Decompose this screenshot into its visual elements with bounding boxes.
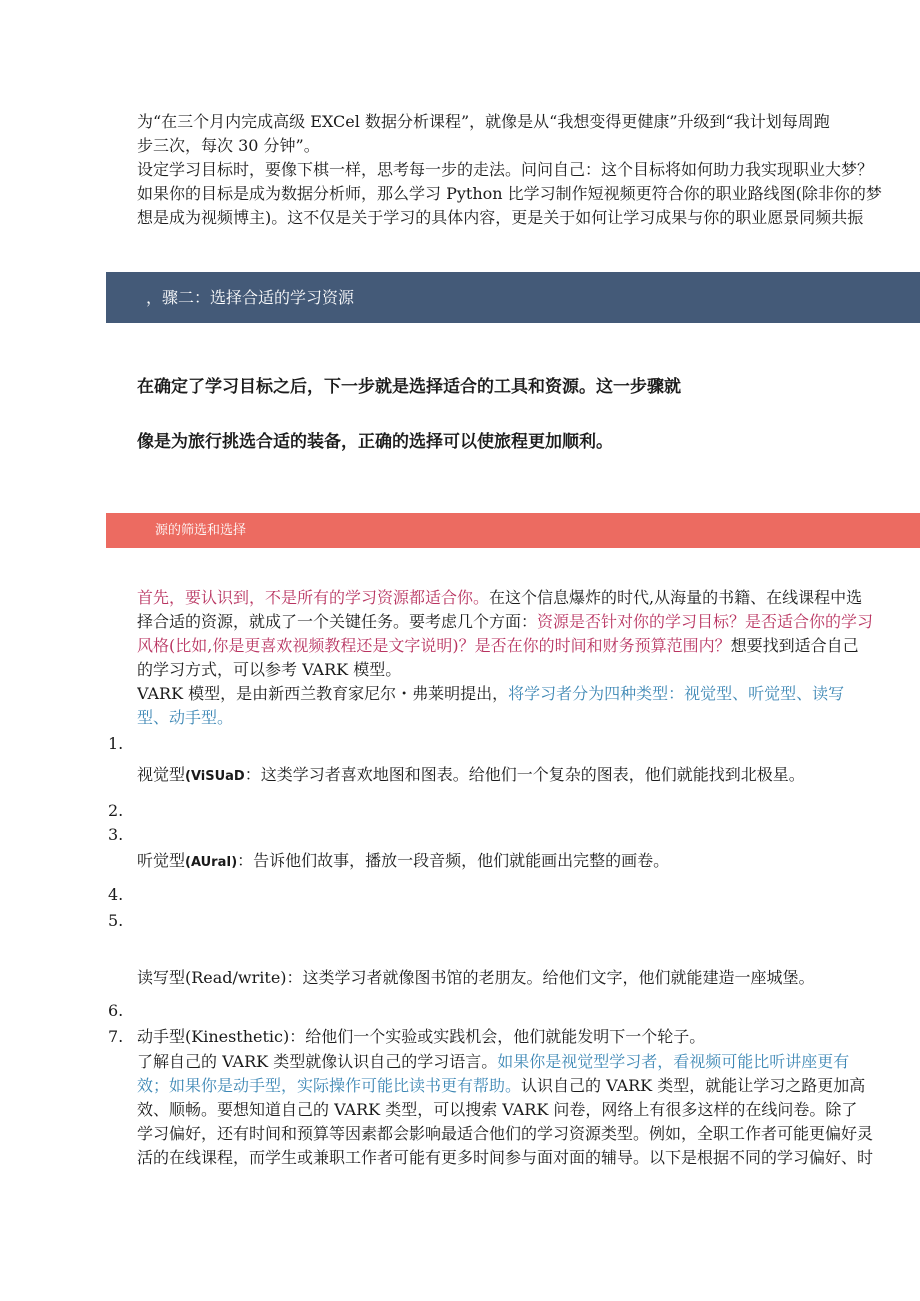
resource-text: VARK 模型，是由新西兰教育家尼尔・弗莱明提出， bbox=[137, 684, 509, 703]
resource-line bbox=[137, 610, 916, 634]
type-name: 视觉型 bbox=[137, 765, 186, 784]
closing-line: 学习偏好，还有时间和预算等因素都会影响最适合他们的学习资源类型。例如，全职工作者可能更偏好灵 bbox=[137, 1124, 874, 1143]
resource-text: 想要找到适合自己 bbox=[730, 636, 859, 655]
highlight-blue: 如果你是视觉型学习者，看视频可能比听讲座更有 bbox=[497, 1052, 850, 1071]
type-tag: (ViSUaD bbox=[185, 769, 245, 784]
list-item-visual bbox=[137, 765, 805, 787]
step2-banner-title: ，骤二：选择合适的学习资源 bbox=[146, 288, 355, 307]
closing-line bbox=[137, 1050, 916, 1074]
type-desc: ：这类学习者喜欢地图和图表。给他们一个复杂的图表，他们就能找到北极星。 bbox=[244, 765, 805, 784]
resource-line bbox=[137, 586, 916, 610]
list-number: 6. bbox=[108, 1001, 124, 1020]
list-item-aural bbox=[137, 851, 669, 873]
intro-line: 想是成为视频博主)。这不仅是关于学习的具体内容，更是关于如何让学习成果与你的职业愿景同频共振 bbox=[137, 208, 864, 227]
resource-paragraph bbox=[137, 586, 916, 730]
list-number: 7. bbox=[108, 1027, 124, 1046]
highlight-blue: 将学习者分为四种类型：视觉型、听觉型、读写 bbox=[508, 684, 845, 703]
intro-line: 设定学习目标时，要像下棋一样，思考每一步的走法。问问自己：这个目标将如何助力我实现职业大梦？ bbox=[137, 160, 874, 179]
intro-line: 步三次，每次 30 分钟”。 bbox=[137, 136, 320, 155]
resource-line: 的学习方式，可以参考 VARK 模型。 bbox=[137, 660, 402, 679]
intro-line: 为“在三个月内完成高级 EXCel 数据分析课程”，就像是从“我想变得更健康”升级到“我计划每周跑 bbox=[137, 112, 830, 131]
resource-banner-title: 源的筛选和选择 bbox=[155, 523, 247, 538]
closing-line: 效、顺畅。要想知道自己的 VARK 类型，可以搜索 VARK 问卷，网络上有很多这样的在线问卷。除了 bbox=[137, 1100, 858, 1119]
resource-line bbox=[137, 682, 916, 706]
list-item-read: 读写型(Read/write)：这类学习者就像图书馆的老朋友。给他们文字，他们就能建造一座城堡。 bbox=[137, 968, 815, 987]
list-item-kinesthetic: 动手型(Kinesthetic)：给他们一个实验或实践机会，他们就能发明下一个轮子。 bbox=[137, 1027, 706, 1046]
resource-text: 择合适的资源，就成了一个关键任务。要考虑几个方面： bbox=[137, 612, 538, 631]
highlight-pink: 风格(比如,你是更喜欢视频教程还是文字说明)？是否在你的时间和财务预算范围内？ bbox=[137, 636, 731, 655]
resource-line bbox=[137, 634, 916, 658]
list-number: 5. bbox=[108, 911, 124, 930]
closing-line bbox=[137, 1074, 916, 1098]
closing-paragraph bbox=[137, 1050, 916, 1170]
highlight-pink: 资源是否针对你的学习目标？是否适合你的学习 bbox=[537, 612, 874, 631]
list-number: 3. bbox=[108, 825, 124, 844]
resource-text: 在这个信息爆炸的时代,从海量的书籍、在线课程中选 bbox=[489, 588, 863, 607]
resource-line bbox=[137, 706, 916, 730]
closing-text: 了解自己的 VARK 类型就像认识自己的学习语言。 bbox=[137, 1052, 498, 1071]
step2-banner bbox=[106, 272, 920, 323]
type-tag: (AUraI) bbox=[185, 855, 238, 870]
step2-line: 在确定了学习目标之后，下一步就是选择适合的工具和资源。这一步骤就 bbox=[137, 377, 681, 397]
closing-line: 活的在线课程，而学生或兼职工作者可能有更多时间参与面对面的辅导。以下是根据不同的学习偏好、时 bbox=[137, 1148, 874, 1167]
list-number: 1. bbox=[108, 734, 124, 753]
list-number: 2. bbox=[108, 801, 124, 820]
type-desc: ：告诉他们故事，播放一段音频，他们就能画出完整的画卷。 bbox=[237, 851, 670, 870]
highlight-blue: 型、动手型。 bbox=[137, 708, 234, 727]
highlight-blue: 效；如果你是动手型，实际操作可能比读书更有帮助。 bbox=[137, 1076, 522, 1095]
intro-paragraph bbox=[137, 110, 916, 230]
highlight-pink: 首先，要认识到，不是所有的学习资源都适合你。 bbox=[137, 588, 490, 607]
type-name: 听觉型 bbox=[137, 851, 186, 870]
step2-line: 像是为旅行挑选合适的装备，正确的选择可以使旅程更加顺利。 bbox=[137, 432, 613, 452]
resource-banner bbox=[106, 513, 920, 548]
closing-text: 认识自己的 VARK 类型，就能让学习之路更加高 bbox=[521, 1076, 866, 1095]
list-number: 4. bbox=[108, 885, 124, 904]
intro-line: 如果你的目标是成为数据分析师，那么学习 Python 比学习制作短视频更符合你的职业路线图(除非你的梦 bbox=[137, 184, 882, 203]
